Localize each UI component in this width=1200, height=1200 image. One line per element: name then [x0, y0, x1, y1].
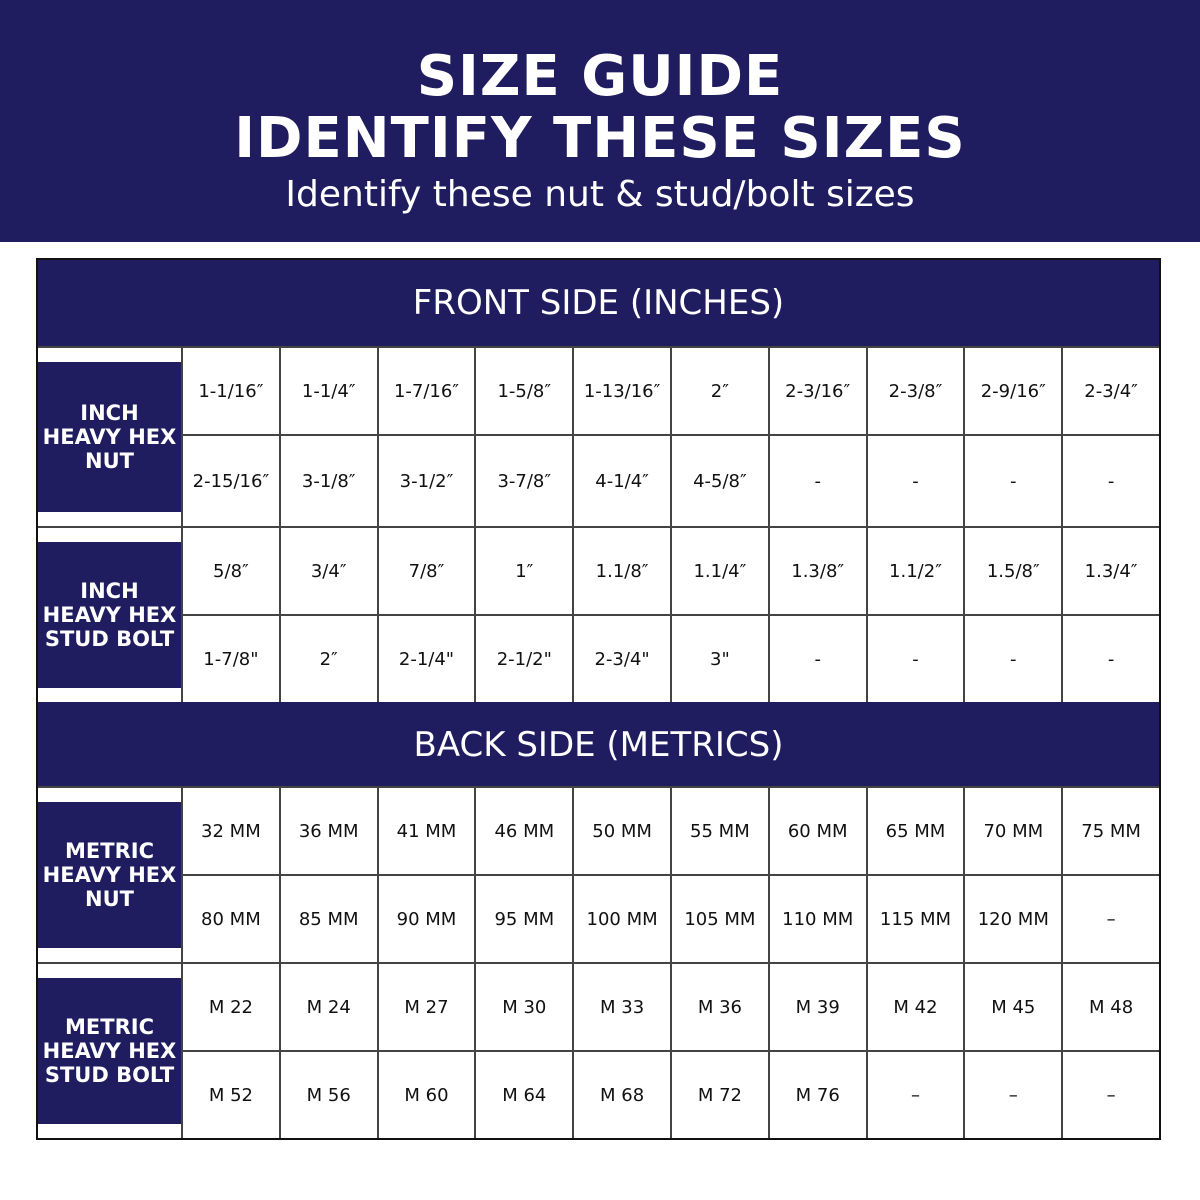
- row-group-label-cell: [38, 348, 181, 526]
- size-cell: 1-5/8″: [476, 348, 572, 434]
- size-cell: 120 MM: [965, 876, 1061, 962]
- size-cell: 32 MM: [183, 788, 279, 874]
- section-heading-front: FRONT SIDE (INCHES): [412, 283, 785, 323]
- size-cell: 2″: [281, 616, 377, 702]
- row-group-label-cell: [38, 788, 181, 962]
- size-cell: M 36: [672, 964, 768, 1050]
- size-cell: 1.1/8″: [574, 528, 670, 614]
- row-group-label-cell: [38, 964, 181, 1138]
- size-cell: 2″: [672, 348, 768, 434]
- size-cell: 90 MM: [379, 876, 475, 962]
- size-cell: 2-15/16″: [183, 436, 279, 526]
- size-cell: 2-3/8″: [868, 348, 964, 434]
- size-cell: 105 MM: [672, 876, 768, 962]
- page-title: SIZE GUIDE: [416, 44, 784, 109]
- size-cell: 2-3/4″: [1063, 348, 1159, 434]
- size-cell: M 64: [476, 1052, 572, 1138]
- size-cell: 1-13/16″: [574, 348, 670, 434]
- size-cell: M 68: [574, 1052, 670, 1138]
- size-chart: [36, 258, 1161, 1140]
- size-cell: 85 MM: [281, 876, 377, 962]
- size-cell: M 24: [281, 964, 377, 1050]
- page-title-line2: IDENTIFY THESE SIZES: [234, 106, 966, 171]
- size-cell: -: [770, 436, 866, 526]
- size-cell: -: [1063, 616, 1159, 702]
- size-cell: 3-1/8″: [281, 436, 377, 526]
- size-cell: –: [868, 1052, 964, 1138]
- size-cell: 70 MM: [965, 788, 1061, 874]
- size-cell: M 45: [965, 964, 1061, 1050]
- section-heading-back: BACK SIDE (METRICS): [413, 725, 784, 765]
- size-cell: M 42: [868, 964, 964, 1050]
- size-cell: -: [770, 616, 866, 702]
- size-cell: M 33: [574, 964, 670, 1050]
- size-cell: 3/4″: [281, 528, 377, 614]
- size-cell: 60 MM: [770, 788, 866, 874]
- size-cell: 115 MM: [868, 876, 964, 962]
- size-cell: -: [965, 436, 1061, 526]
- back-table: [38, 786, 1159, 1138]
- size-cell: 41 MM: [379, 788, 475, 874]
- size-cell: 1.1/4″: [672, 528, 768, 614]
- size-cell: 2-9/16″: [965, 348, 1061, 434]
- row-group-label: METRIC HEAVY HEX STUD BOLT: [38, 978, 181, 1124]
- size-cell: M 39: [770, 964, 866, 1050]
- size-cell: 7/8″: [379, 528, 475, 614]
- size-cell: 110 MM: [770, 876, 866, 962]
- size-cell: 2-1/2": [476, 616, 572, 702]
- size-cell: 1.3/8″: [770, 528, 866, 614]
- size-cell: M 48: [1063, 964, 1159, 1050]
- size-cell: –: [1063, 876, 1159, 962]
- row-group-label: INCH HEAVY HEX NUT: [38, 362, 181, 512]
- size-cell: M 76: [770, 1052, 866, 1138]
- size-cell: M 52: [183, 1052, 279, 1138]
- row-group-label: METRIC HEAVY HEX NUT: [38, 802, 181, 948]
- size-cell: 2-1/4": [379, 616, 475, 702]
- size-cell: 50 MM: [574, 788, 670, 874]
- size-cell: 55 MM: [672, 788, 768, 874]
- size-cell: 2-3/16″: [770, 348, 866, 434]
- size-cell: –: [965, 1052, 1061, 1138]
- size-cell: 4-1/4″: [574, 436, 670, 526]
- front-table: [38, 346, 1159, 702]
- header-banner: [0, 0, 1200, 242]
- size-cell: 1-1/4″: [281, 348, 377, 434]
- size-cell: 36 MM: [281, 788, 377, 874]
- size-cell: M 30: [476, 964, 572, 1050]
- size-cell: 1-7/16″: [379, 348, 475, 434]
- size-cell: M 27: [379, 964, 475, 1050]
- size-cell: 1-1/16″: [183, 348, 279, 434]
- size-cell: 46 MM: [476, 788, 572, 874]
- size-cell: M 22: [183, 964, 279, 1050]
- size-cell: 3-7/8″: [476, 436, 572, 526]
- size-cell: 2-3/4": [574, 616, 670, 702]
- size-cell: –: [1063, 1052, 1159, 1138]
- size-cell: M 60: [379, 1052, 475, 1138]
- size-cell: 3-1/2″: [379, 436, 475, 526]
- size-cell: -: [965, 616, 1061, 702]
- size-cell: 100 MM: [574, 876, 670, 962]
- size-cell: 1.1/2″: [868, 528, 964, 614]
- size-cell: 1.3/4″: [1063, 528, 1159, 614]
- size-cell: -: [868, 436, 964, 526]
- size-cell: 95 MM: [476, 876, 572, 962]
- page-subtitle: Identify these nut & stud/bolt sizes: [285, 174, 915, 215]
- size-cell: 1.5/8″: [965, 528, 1061, 614]
- size-cell: 3": [672, 616, 768, 702]
- size-cell: 5/8″: [183, 528, 279, 614]
- row-group-label: INCH HEAVY HEX STUD BOLT: [38, 542, 181, 688]
- row-group-label-cell: [38, 528, 181, 702]
- size-cell: 1″: [476, 528, 572, 614]
- size-cell: -: [1063, 436, 1159, 526]
- size-cell: 65 MM: [868, 788, 964, 874]
- size-cell: M 56: [281, 1052, 377, 1138]
- size-cell: -: [868, 616, 964, 702]
- size-cell: 4-5/8″: [672, 436, 768, 526]
- size-cell: M 72: [672, 1052, 768, 1138]
- size-cell: 80 MM: [183, 876, 279, 962]
- size-cell: 1-7/8": [183, 616, 279, 702]
- size-cell: 75 MM: [1063, 788, 1159, 874]
